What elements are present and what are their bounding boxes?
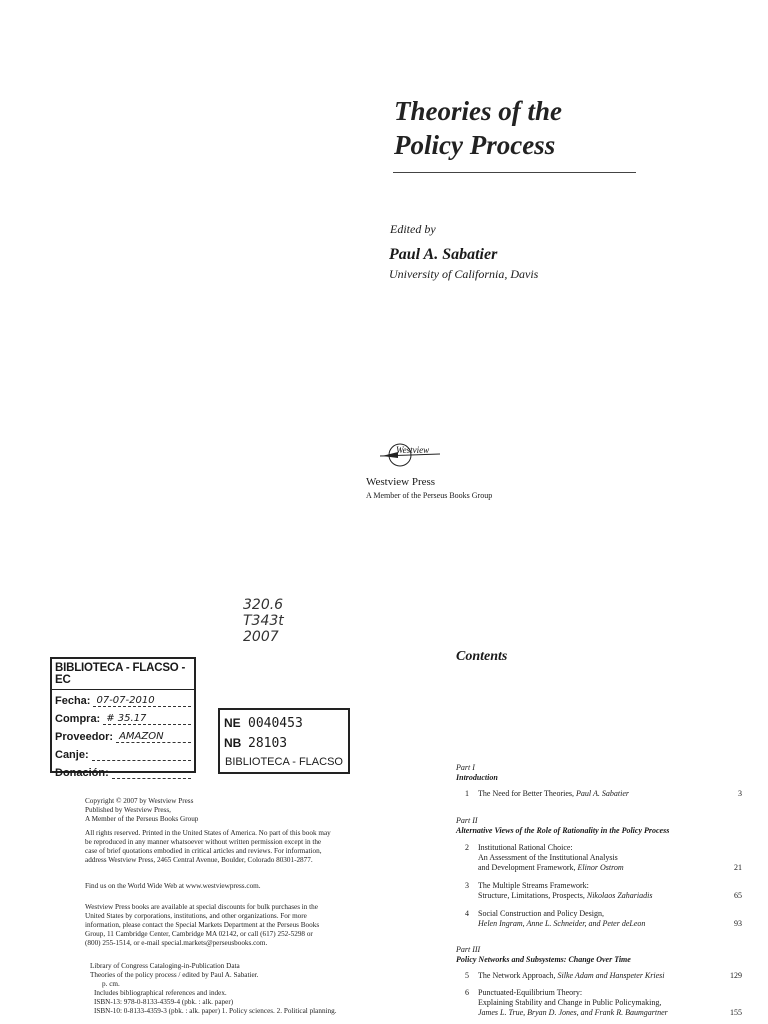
canje-value [92,760,191,761]
toc-entry [456,909,742,929]
chapter-author: Elinor Ostrom [577,863,624,872]
call-number-line1: 320.6 [243,597,284,613]
donacion-value [112,778,191,779]
chapter-title: and Development Framework, [478,863,578,872]
fecha-label: Fecha: [55,695,91,707]
part-3-heading [456,945,631,965]
bulk-line: (800) 255-1514, or e-mail special.markets@perseusbooks.com. [85,939,268,947]
part-title: Alternative Views of the Role of Rationality in the Policy Process [456,826,670,835]
chapter-title: Structure, Limitations, Prospects, [478,891,587,900]
toc-entry [456,789,742,799]
chapter-page: 65 [734,891,742,900]
copyright-line: Published by Westview Press, [85,806,171,814]
edited-by-label: Edited by [390,222,436,236]
chapter-title: Institutional Rational Choice: [478,843,573,852]
chapter-title: The Multiple Streams Framework: [478,881,589,890]
bulk-line: Group, 11 Cambridge Center, Cambridge MA 02142, or call (617) 252-5298 or [85,930,313,938]
proveedor-value: AMAZON [116,731,191,743]
chapter-author: Nikolaos Zahariadis [586,891,653,900]
bulk-line: United States by corporations, institutions, and other organizations. For more [85,912,307,920]
rights-line: All rights reserved. Printed in the United States of America. No part of this book may [85,829,331,837]
cip-line: ISBN-10: 0-8133-4359-3 (pbk. : alk. paper) 1. Policy sciences. 2. Political planning. [94,1007,337,1015]
chapter-author: James L. True, Bryan D. Jones, and Frank R. Baumgartner [478,1008,668,1017]
call-number-line3: 2007 [243,629,279,645]
toc-entry [456,971,742,981]
nb-value: 28103 [248,735,288,751]
copyright-line: Copyright © 2007 by Westview Press [85,797,194,805]
handwritten-call-number [243,597,284,645]
title-rule [393,172,636,173]
chapter-title: The Network Approach, [478,971,558,980]
chapter-number: 4 [465,909,469,918]
logo-text: Westview [396,445,430,455]
chapter-title: The Need for Better Theories, [478,789,577,798]
chapter-number: 5 [465,971,469,980]
cip-block [90,962,380,1016]
canje-label: Canje: [55,749,89,761]
book-title-line1: Theories of the [394,96,562,126]
call-number-line2: T343t [243,613,284,629]
cip-line: Library of Congress Cataloging-in-Publication Data [90,962,240,970]
publisher-note: A Member of the Perseus Books Group [366,491,493,500]
toc-entry [456,988,742,1018]
chapter-page: 129 [730,971,742,980]
part-label: Part II [456,816,478,825]
chapter-page: 3 [738,789,742,798]
part-title: Policy Networks and Subsystems: Change Over Time [456,955,631,964]
library-number-stamp [218,708,350,774]
bulk-line: information, please contact the Special Markets Department at the Perseus Books [85,921,320,929]
compra-label: Compra: [55,713,101,725]
part-label: Part III [456,945,481,954]
part-2-heading [456,816,669,836]
part-title: Introduction [456,773,498,782]
copyright-block [85,797,375,824]
chapter-author: Helen Ingram, Anne L. Schneider, and Peter deLeon [478,919,646,928]
cip-line: Includes bibliographical references and index. [94,989,227,997]
number-stamp-footer: BIBLIOTECA - FLACSO [225,756,343,768]
book-title [394,94,562,162]
donacion-label: Donación: [55,767,109,779]
stamp-header: BIBLIOTECA - FLACSO - EC [52,659,194,690]
bulk-paragraph [85,903,375,948]
bulk-line: Westview Press books are available at special discounts for bulk purchases in the [85,903,318,911]
chapter-title: An Assessment of the Institutional Analysis [478,853,618,862]
editor-name: Paul A. Sabatier [389,246,498,263]
ne-label: NE [224,716,241,730]
chapter-number: 6 [465,988,469,997]
rights-line: address Westview Press, 2465 Central Avenue, Boulder, Colorado 80301-2877. [85,856,313,864]
rights-line: case of brief quotations embodied in critical articles and reviews. For information, [85,847,322,855]
chapter-number: 2 [465,843,469,852]
chapter-page: 155 [730,1008,742,1017]
chapter-title: Explaining Stability and Change in Public Policymaking, [478,998,662,1007]
nb-label: NB [224,736,242,750]
book-title-line2: Policy Process [394,130,556,160]
library-acquisition-stamp [50,657,196,779]
cip-line: ISBN-13: 978-0-8133-4359-4 (pbk. : alk. paper) [94,998,234,1006]
compra-value: # 35.17 [103,713,191,725]
rights-paragraph [85,829,375,865]
chapter-number: 1 [465,789,469,798]
chapter-author: Silke Adam and Hanspeter Kriesi [557,971,665,980]
cip-line: p. cm. [102,980,120,988]
rights-line: be reproduced in any manner whatsoever without written permission except in the [85,838,322,846]
publisher-name: Westview Press [366,476,436,488]
proveedor-label: Proveedor: [55,731,114,743]
part-label: Part I [456,763,475,772]
toc-entry [456,843,742,873]
contents-heading: Contents [456,649,508,664]
chapter-title: Punctuated-Equilibrium Theory: [478,988,583,997]
chapter-number: 3 [465,881,469,890]
chapter-page: 21 [734,863,742,872]
cip-line: Theories of the policy process / edited by Paul A. Sabatier. [90,971,259,979]
web-line: Find us on the World Wide Web at www.westviewpress.com. [85,882,261,890]
westview-logo-icon [380,440,440,470]
chapter-author: Paul A. Sabatier [576,789,630,798]
copyright-line: A Member of the Perseus Books Group [85,815,199,823]
part-1-heading [456,763,498,783]
fecha-value: 07-07-2010 [93,695,191,707]
ne-value: 0040453 [248,715,303,731]
chapter-page: 93 [734,919,742,928]
editor-affiliation: University of California, Davis [389,267,539,281]
toc-entry [456,881,742,901]
chapter-title: Social Construction and Policy Design, [478,909,604,918]
